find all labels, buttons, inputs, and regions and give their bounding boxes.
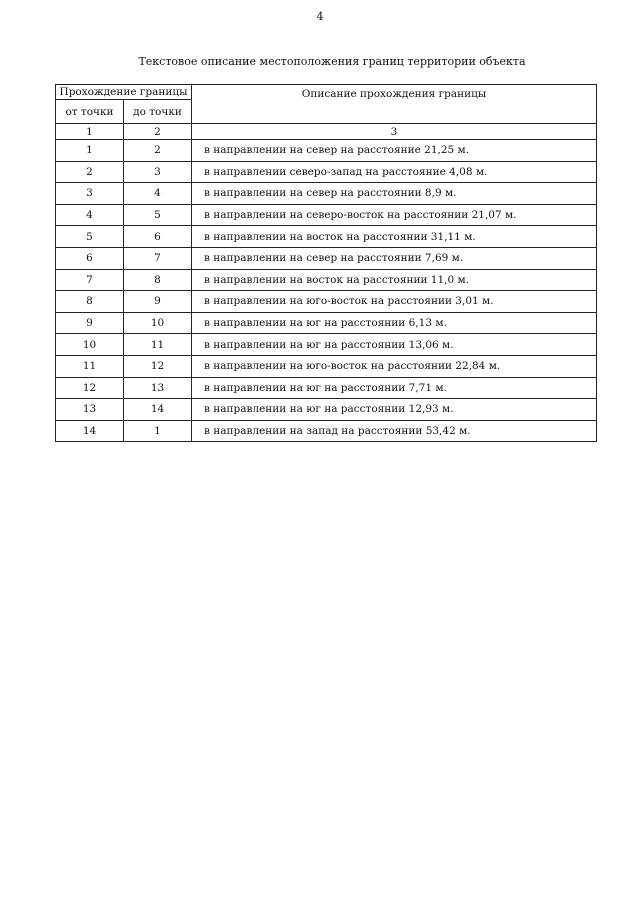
header-description: Описание прохождения границы (192, 85, 597, 124)
to-point-cell: 1 (124, 420, 192, 442)
boundary-table (55, 84, 597, 442)
column-number: 2 (124, 124, 192, 140)
from-point-cell: 2 (56, 161, 124, 183)
table-row (56, 247, 597, 269)
description-cell: в направлении на юго-восток на расстоянии 3,01 м. (192, 291, 597, 313)
to-point-cell: 13 (124, 377, 192, 399)
to-point-cell: 7 (124, 247, 192, 269)
to-point-cell: 11 (124, 334, 192, 356)
description-cell: в направлении северо-запад на расстояние 4,08 м. (192, 161, 597, 183)
from-point-cell: 10 (56, 334, 124, 356)
to-point-cell: 4 (124, 183, 192, 205)
from-point-cell: 5 (56, 226, 124, 248)
table-row (56, 377, 597, 399)
header-boundary-passage: Прохождение границы (56, 85, 192, 100)
description-cell: в направлении на север на расстоянии 7,69 м. (192, 247, 597, 269)
description-cell: в направлении на юг на расстоянии 12,93 м. (192, 399, 597, 421)
table-row (56, 140, 597, 162)
to-point-cell: 6 (124, 226, 192, 248)
description-cell: в направлении на юг на расстоянии 13,06 м. (192, 334, 597, 356)
table-row (56, 204, 597, 226)
document-title: Текстовое описание местоположения границ территории объекта (138, 55, 526, 68)
from-point-cell: 11 (56, 355, 124, 377)
table-row (56, 355, 597, 377)
to-point-cell: 3 (124, 161, 192, 183)
from-point-cell: 4 (56, 204, 124, 226)
from-point-cell: 8 (56, 291, 124, 313)
description-cell: в направлении на юг на расстоянии 6,13 м. (192, 312, 597, 334)
from-point-cell: 9 (56, 312, 124, 334)
table-row (56, 399, 597, 421)
from-point-cell: 7 (56, 269, 124, 291)
from-point-cell: 6 (56, 247, 124, 269)
table-row (56, 291, 597, 313)
from-point-cell: 14 (56, 420, 124, 442)
description-cell: в направлении на юг на расстоянии 7,71 м. (192, 377, 597, 399)
from-point-cell: 1 (56, 140, 124, 162)
to-point-cell: 9 (124, 291, 192, 313)
to-point-cell: 12 (124, 355, 192, 377)
description-cell: в направлении на восток на расстоянии 11,0 м. (192, 269, 597, 291)
from-point-cell: 12 (56, 377, 124, 399)
to-point-cell: 14 (124, 399, 192, 421)
description-cell: в направлении на север на расстоянии 8,9 м. (192, 183, 597, 205)
to-point-cell: 5 (124, 204, 192, 226)
table-row (56, 269, 597, 291)
description-cell: в направлении на северо-восток на расстоянии 21,07 м. (192, 204, 597, 226)
header-from-point: от точки (56, 100, 124, 124)
from-point-cell: 13 (56, 399, 124, 421)
table-row (56, 183, 597, 205)
description-cell: в направлении на юго-восток на расстоянии 22,84 м. (192, 355, 597, 377)
from-point-cell: 3 (56, 183, 124, 205)
column-number: 3 (192, 124, 597, 140)
header-to-point: до точки (124, 100, 192, 124)
description-cell: в направлении на восток на расстоянии 31,11 м. (192, 226, 597, 248)
page-number: 4 (316, 10, 324, 23)
description-cell: в направлении на запад на расстоянии 53,42 м. (192, 420, 597, 442)
table-row (56, 420, 597, 442)
table-row (56, 312, 597, 334)
to-point-cell: 2 (124, 140, 192, 162)
description-cell: в направлении на север на расстояние 21,25 м. (192, 140, 597, 162)
table-row (56, 226, 597, 248)
column-number: 1 (56, 124, 124, 140)
table-row (56, 161, 597, 183)
column-number-row (56, 124, 597, 140)
to-point-cell: 10 (124, 312, 192, 334)
table-row (56, 334, 597, 356)
to-point-cell: 8 (124, 269, 192, 291)
